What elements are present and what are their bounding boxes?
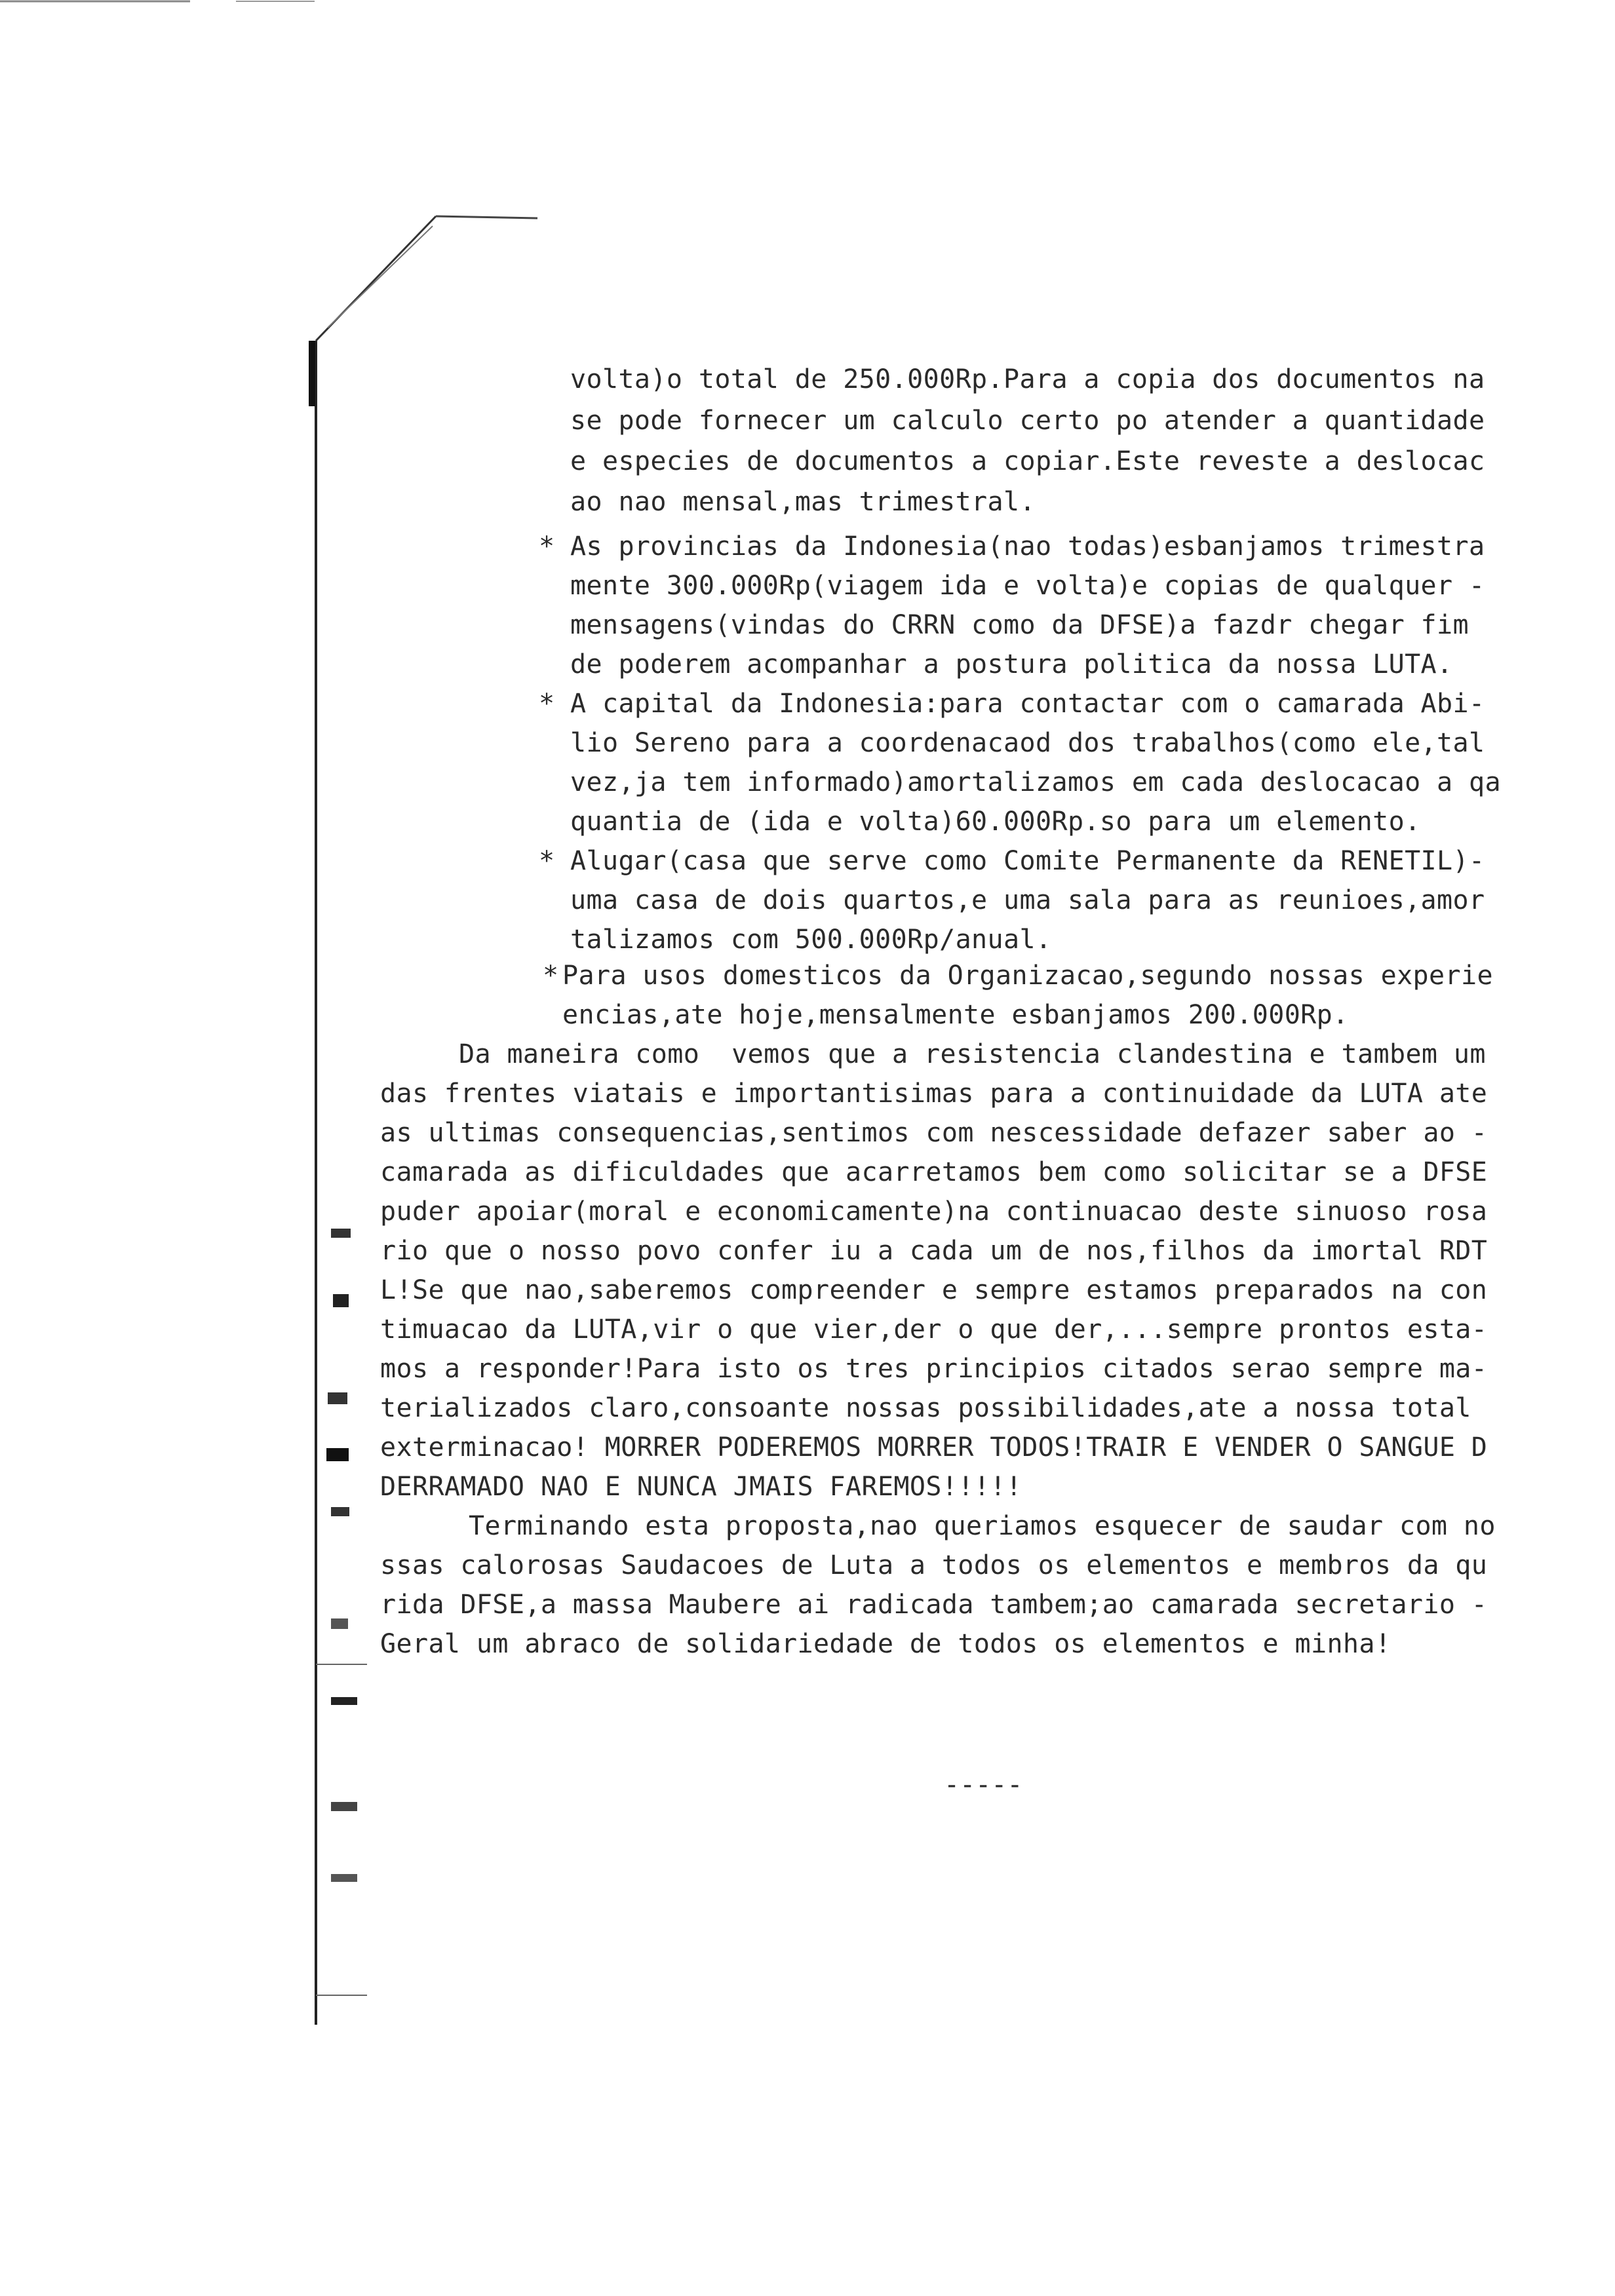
text-line: e especies de documentos a copiar.Este reveste a deslocac bbox=[570, 446, 1485, 476]
text-line: puder apoiar(moral e economicamente)na continuacao deste sinuoso rosa bbox=[380, 1196, 1488, 1227]
text-line: as ultimas consequencias,sentimos com nescessidade defazer saber ao - bbox=[380, 1118, 1488, 1148]
text-line: timuacao da LUTA,vir o que vier,der o que der,...sempre prontos esta- bbox=[380, 1314, 1488, 1345]
text-line: Para usos domesticos da Organizacao,segundo nossas experie bbox=[562, 961, 1493, 991]
text-line: rio que o nosso povo confer iu a cada um de nos,filhos da imortal RDT bbox=[380, 1236, 1488, 1266]
text-line: A capital da Indonesia:para contactar com o camarada Abi- bbox=[570, 689, 1485, 719]
end-divider: ----- bbox=[944, 1770, 1023, 1800]
text-line: As provincias da Indonesia(nao todas)esbanjamos trimestra bbox=[570, 531, 1485, 562]
bullet-marker: * bbox=[539, 531, 555, 562]
text-line: ssas calorosas Saudacoes de Luta a todos os elementos e membros da qu bbox=[380, 1550, 1488, 1580]
bullet-marker: * bbox=[539, 846, 555, 876]
text-line: de poderem acompanhar a postura politica da nossa LUTA. bbox=[570, 649, 1453, 679]
bullet-marker: * bbox=[539, 689, 555, 719]
text-line: talizamos com 500.000Rp/anual. bbox=[570, 925, 1052, 955]
text-line: rida DFSE,a massa Maubere ai radicada tambem;ao camarada secretario - bbox=[380, 1590, 1488, 1620]
text-line: lio Sereno para a coordenacaod dos trabalhos(como ele,tal bbox=[570, 728, 1485, 758]
text-line: mensagens(vindas do CRRN como da DFSE)a fazdr chegar fim bbox=[570, 610, 1469, 640]
text-line: mos a responder!Para isto os tres principios citados serao sempre ma- bbox=[380, 1354, 1488, 1384]
text-line: quantia de (ida e volta)60.000Rp.so para um elemento. bbox=[570, 807, 1421, 837]
text-line: DERRAMADO NAO E NUNCA JMAIS FAREMOS!!!!! bbox=[380, 1472, 1022, 1502]
text-line: volta)o total de 250.000Rp.Para a copia dos documentos na bbox=[570, 364, 1485, 394]
text-line: uma casa de dois quartos,e uma sala para as reunioes,amor bbox=[570, 885, 1485, 915]
text-line: Alugar(casa que serve como Comite Permanente da RENETIL)- bbox=[570, 846, 1485, 876]
text-line: terializados claro,consoante nossas possibilidades,ate a nossa total bbox=[380, 1393, 1471, 1423]
text-line: exterminacao! MORRER PODEREMOS MORRER TODOS!TRAIR E VENDER O SANGUE D bbox=[380, 1432, 1488, 1463]
text-line: encias,ate hoje,mensalmente esbanjamos 200.000Rp. bbox=[562, 1000, 1349, 1030]
text-line: Terminando esta proposta,nao queriamos esquecer de saudar com no bbox=[469, 1511, 1496, 1541]
text-line: Da maneira como vemos que a resistencia clandestina e tambem um bbox=[459, 1039, 1486, 1069]
text-line: mente 300.000Rp(viagem ida e volta)e copias de qualquer - bbox=[570, 571, 1485, 601]
text-line: vez,ja tem informado)amortalizamos em cada deslocacao a qa bbox=[570, 767, 1501, 797]
text-line: se pode fornecer um calculo certo po atender a quantidade bbox=[570, 406, 1485, 436]
text-line: Geral um abraco de solidariedade de todos os elementos e minha! bbox=[380, 1629, 1391, 1659]
text-line: camarada as dificuldades que acarretamos bem como solicitar se a DFSE bbox=[380, 1157, 1488, 1187]
text-line: ao nao mensal,mas trimestral. bbox=[570, 487, 1036, 517]
text-line: das frentes viatais e importantisimas para a continuidade da LUTA ate bbox=[380, 1079, 1488, 1109]
bullet-marker: * bbox=[543, 961, 559, 991]
text-line: L!Se que nao,saberemos compreender e sempre estamos preparados na con bbox=[380, 1275, 1488, 1305]
